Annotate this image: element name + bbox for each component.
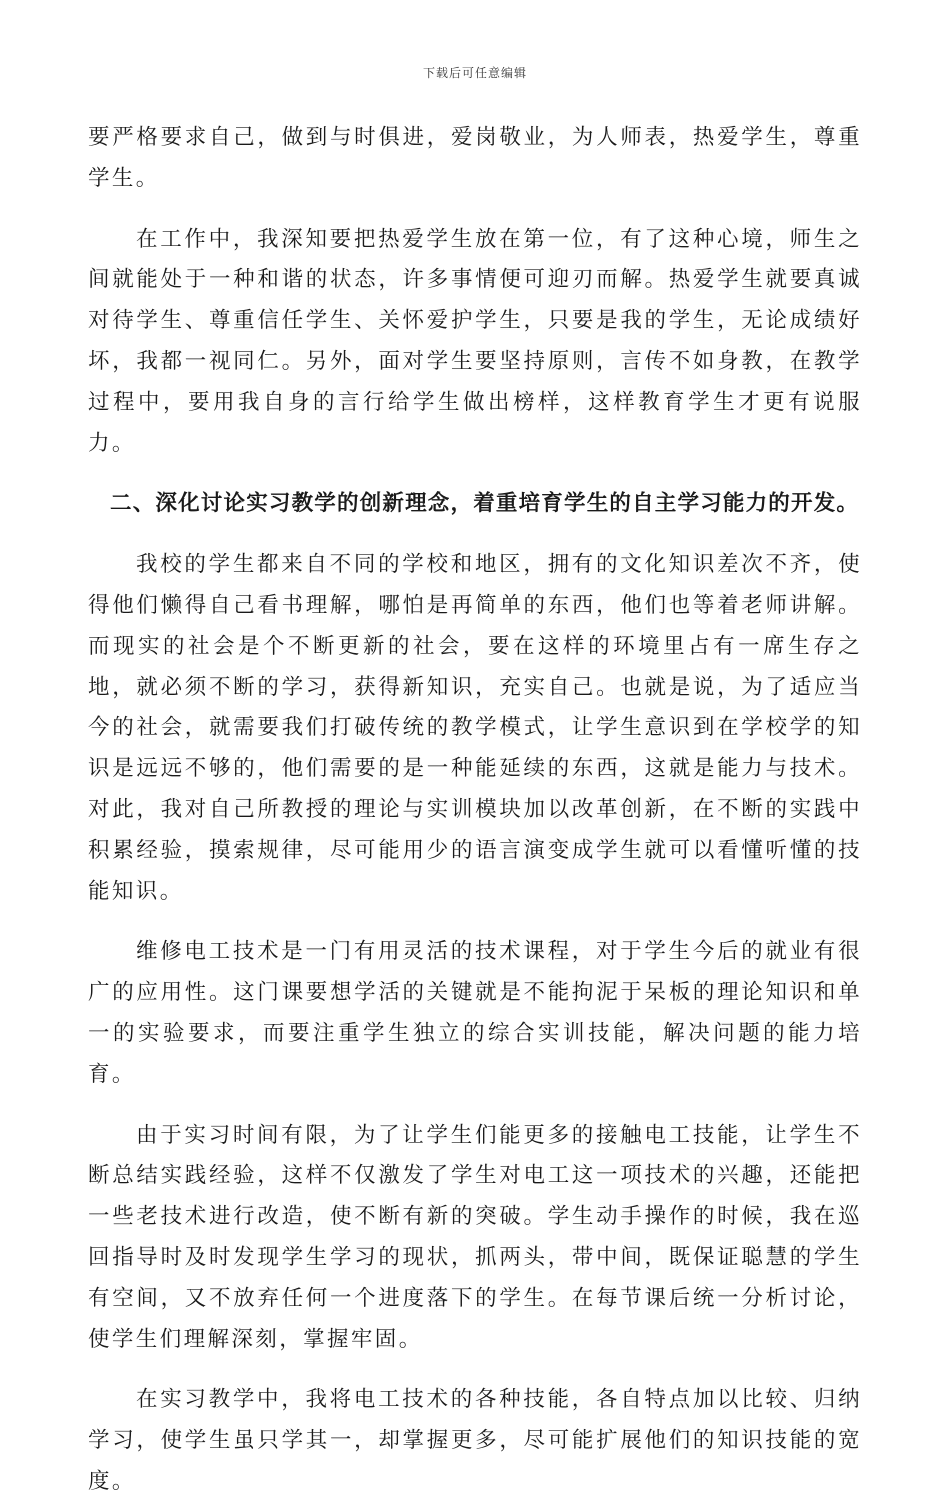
paragraph-love-students: 在工作中，我深知要把热爱学生放在第一位，有了这种心境，师生之间就能处于一种和谐的状态，许多事情便可迎刃而解。热爱学生就要真诚对待学生、尊重信任学生、关怀爱护学生，只要是我的学生，无论成绩好坏，我都一视同仁。另外，面对学生要坚持原则，言传不如身教，在教学过程中，要用我自身的言行给学生做出榜样，这样教育学生才更有说服力。 [88,226,862,456]
paragraph-continuation: 要严格要求自己，做到与时俱进，爱岗敬业，为人师表，热爱学生，尊重学生。 [88,125,862,191]
document-body [88,118,862,1503]
paragraph-students-background: 我校的学生都来自不同的学校和地区，拥有的文化知识差次不齐，使得他们懒得自己看书理解，哪怕是再简单的东西，他们也等着老师讲解。而现实的社会是个不断更新的社会，要在这样的环境里占有一席生存之地，就必须不断的学习，获得新知识，充实自己。也就是说，为了适应当今的社会，就需要我们打破传统的教学模式，让学生意识到在学校学的知识是远远不够的，他们需要的是一种能延续的东西，这就是能力与技术。对此，我对自己所教授的理论与实训模块加以改革创新，在不断的实践中积累经验，摸索规律，尽可能用少的语言演变成学生就可以看懂听懂的技能知识。 [88,552,862,904]
paragraph-teaching-skills: 在实习教学中，我将电工技术的各种技能，各自特点加以比较、归纳学习，使学生虽只学其一，却掌握更多，尽可能扩展他们的知识技能的宽度。 [88,1387,862,1494]
section-heading: 二、深化讨论实习教学的创新理念，着重培育学生的自主学习能力的开发。 [110,491,860,517]
paragraph-practice-time: 由于实习时间有限，为了让学生们能更多的接触电工技能，让学生不断总结实践经验，这样不仅激发了学生对电工这一项技术的兴趣，还能把一些老技术进行改造，使不断有新的突破。学生动手操作的时候，我在巡回指导时及时发现学生学习的现状，抓两头，带中间，既保证聪慧的学生有空间，又不放弃任何一个进度落下的学生。在每节课后统一分析讨论，使学生们理解深刻，掌握牢固。 [88,1122,862,1352]
page-header: 下载后可任意编辑 [422,66,527,80]
paragraph-electrical-course: 维修电工技术是一门有用灵活的技术课程，对于学生今后的就业有很广的应用性。这门课要想学活的关键就是不能拘泥于呆板的理论知识和单一的实验要求，而要注重学生独立的综合实训技能，解决问题的能力培育。 [88,939,862,1087]
